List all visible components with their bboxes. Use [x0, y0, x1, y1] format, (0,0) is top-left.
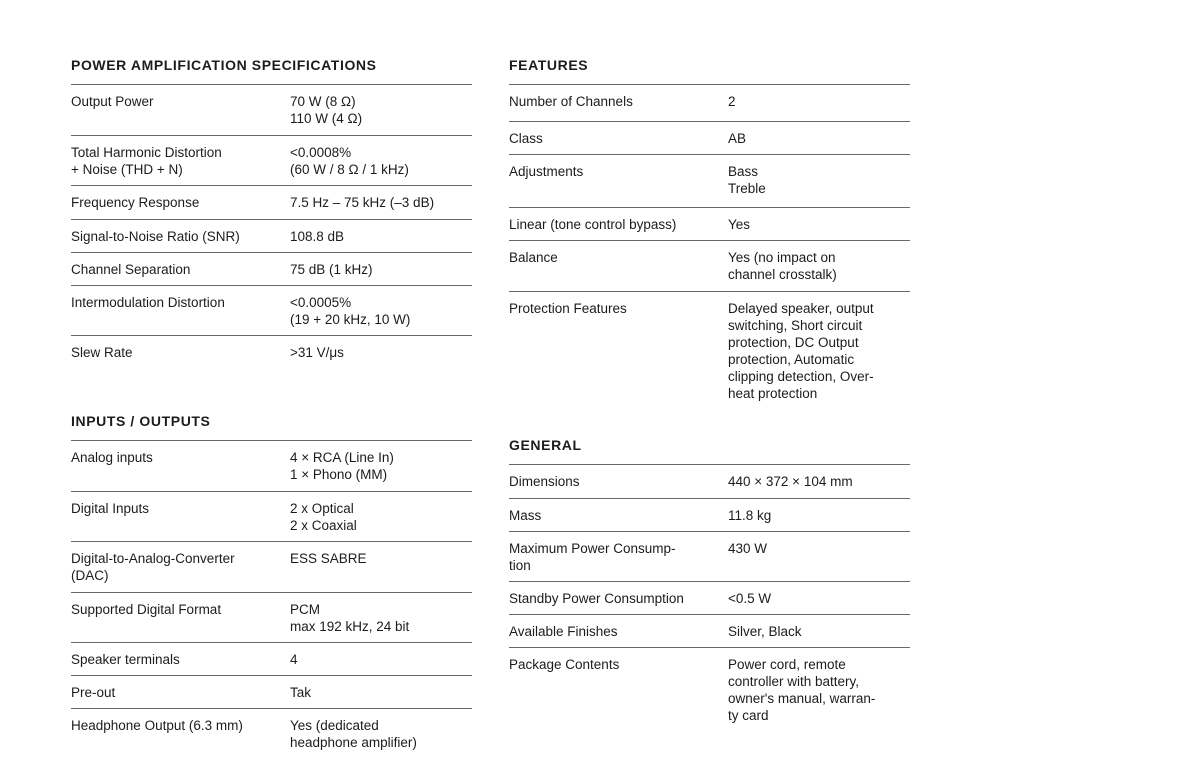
spec-label: [71, 651, 290, 675]
spec-label: [509, 473, 728, 498]
spec-value-line: ESS SABRE: [290, 551, 367, 566]
spec-value-line: <0.0008%: [290, 145, 352, 160]
spec-label: [509, 93, 728, 121]
spec-label-line: Analog inputs: [71, 450, 153, 465]
spec-value: [290, 500, 472, 541]
general-section-title: GENERAL: [509, 437, 582, 453]
spec-label: [71, 684, 290, 708]
spec-row: [71, 253, 472, 286]
spec-value: [728, 540, 910, 581]
spec-row: [509, 241, 910, 292]
spec-row: [509, 85, 910, 122]
spec-row: [71, 85, 472, 136]
spec-label: [71, 601, 290, 642]
spec-label: [71, 144, 290, 185]
spec-row: [71, 336, 472, 372]
spec-label-line: Supported Digital Format: [71, 602, 222, 617]
spec-value-line: Bass: [728, 164, 759, 179]
spec-value: [290, 228, 472, 252]
spec-row: [509, 615, 910, 648]
spec-value-line: heat protection: [728, 386, 818, 401]
spec-label-line: Digital-to-Analog-Converter: [71, 551, 235, 566]
spec-label: [509, 163, 728, 207]
spec-row: [71, 220, 472, 253]
spec-value-line: AB: [728, 131, 747, 146]
spec-value: [290, 144, 472, 185]
spec-value: [728, 249, 910, 291]
spec-label: [509, 656, 728, 738]
spec-value: [290, 601, 472, 642]
spec-label-line: Available Finishes: [509, 624, 618, 639]
spec-row: [71, 542, 472, 593]
spec-label-line: tion: [509, 558, 531, 573]
spec-value-line: 4: [290, 652, 298, 667]
spec-label-line: Headphone Output (6.3 mm): [71, 718, 243, 733]
spec-value-line: 75 dB (1 kHz): [290, 262, 373, 277]
spec-value-line: owner's manual, warran-: [728, 691, 876, 706]
spec-value: [728, 473, 910, 498]
spec-value-line: Yes: [728, 217, 751, 232]
spec-value-line: 110 W (4 Ω): [290, 111, 363, 126]
spec-label-line: Class: [509, 131, 543, 146]
spec-row: [71, 676, 472, 709]
spec-label: [509, 590, 728, 614]
spec-label: [71, 344, 290, 372]
spec-value-line: PCM: [290, 602, 320, 617]
spec-label-line: Speaker terminals: [71, 652, 180, 667]
spec-label-line: Linear (tone control bypass): [509, 217, 677, 232]
spec-row: [71, 441, 472, 492]
spec-label: [509, 130, 728, 154]
spec-value-line: 2: [728, 94, 736, 109]
spec-value-line: protection, DC Output: [728, 335, 859, 350]
spec-label-line: Number of Channels: [509, 94, 633, 109]
spec-label-line: Signal-to-Noise Ratio (SNR): [71, 229, 240, 244]
io-section-title: INPUTS / OUTPUTS: [71, 413, 211, 429]
spec-label-line: Package Contents: [509, 657, 620, 672]
spec-row: [509, 155, 910, 208]
spec-value: [728, 623, 910, 647]
spec-label-line: (DAC): [71, 568, 109, 583]
spec-value-line: switching, Short circuit: [728, 318, 863, 333]
spec-label-line: Intermodulation Distortion: [71, 295, 225, 310]
spec-value-line: ty card: [728, 708, 769, 723]
spec-row: [509, 499, 910, 532]
spec-label-line: Frequency Response: [71, 195, 200, 210]
spec-value-line: <0.0005%: [290, 295, 352, 310]
spec-label-line: Output Power: [71, 94, 154, 109]
spec-label-line: Total Harmonic Distortion: [71, 145, 222, 160]
spec-label-line: Slew Rate: [71, 345, 133, 360]
spec-value: [290, 717, 472, 759]
io-spec-table: [71, 440, 472, 759]
spec-label-line: Channel Separation: [71, 262, 191, 277]
spec-value: [290, 194, 472, 219]
spec-label-line: Maximum Power Consump-: [509, 541, 676, 556]
spec-value-line: 440 × 372 × 104 mm: [728, 474, 853, 489]
spec-value-line: channel crosstalk): [728, 267, 837, 282]
spec-value-line: Yes (no impact on: [728, 250, 836, 265]
features-section-title: FEATURES: [509, 57, 589, 73]
spec-label: [71, 294, 290, 335]
spec-value: [290, 550, 472, 592]
spec-label-line: Protection Features: [509, 301, 627, 316]
spec-row: [71, 643, 472, 676]
spec-label: [71, 550, 290, 592]
spec-value: [290, 93, 472, 135]
features-spec-table: [509, 84, 910, 412]
spec-value-line: protection, Automatic: [728, 352, 855, 367]
spec-value-line: Power cord, remote: [728, 657, 846, 672]
spec-value: [290, 344, 472, 372]
spec-label-line: Dimensions: [509, 474, 580, 489]
spec-label-line: Standby Power Consumption: [509, 591, 684, 606]
spec-label-line: Mass: [509, 508, 542, 523]
spec-value-line: Silver, Black: [728, 624, 802, 639]
spec-value-line: 2 x Coaxial: [290, 518, 357, 533]
spec-value-line: 11.8 kg: [728, 508, 772, 523]
spec-value-line: headphone amplifier): [290, 735, 417, 750]
spec-value: [728, 93, 910, 121]
spec-value-line: 70 W (8 Ω): [290, 94, 356, 109]
spec-label: [509, 623, 728, 647]
spec-row: [509, 208, 910, 241]
spec-value: [728, 590, 910, 614]
spec-row: [509, 582, 910, 615]
spec-value-line: 2 x Optical: [290, 501, 354, 516]
spec-label: [71, 194, 290, 219]
spec-label: [509, 249, 728, 291]
spec-value: [290, 449, 472, 491]
spec-value: [728, 163, 910, 207]
power-section-title: POWER AMPLIFICATION SPECIFICATIONS: [71, 57, 377, 73]
spec-value: [728, 300, 910, 412]
spec-label-line: Pre-out: [71, 685, 116, 700]
spec-value: [728, 656, 910, 738]
spec-row: [71, 709, 472, 759]
spec-label: [509, 216, 728, 240]
spec-label: [71, 261, 290, 285]
spec-row: [509, 292, 910, 412]
spec-row: [509, 532, 910, 582]
spec-label-line: Balance: [509, 250, 558, 265]
spec-value-line: (60 W / 8 Ω / 1 kHz): [290, 162, 409, 177]
spec-row: [509, 122, 910, 155]
spec-label-line: Adjustments: [509, 164, 584, 179]
spec-value-line: max 192 kHz, 24 bit: [290, 619, 410, 634]
spec-value: [290, 261, 472, 285]
spec-label: [509, 300, 728, 412]
spec-label-line: Digital Inputs: [71, 501, 150, 516]
spec-label: [71, 93, 290, 135]
spec-value-line: controller with battery,: [728, 674, 860, 689]
spec-value-line: 108.8 dB: [290, 229, 345, 244]
spec-label-line: + Noise (THD + N): [71, 162, 183, 177]
spec-value-line: Tak: [290, 685, 312, 700]
spec-row: [71, 492, 472, 542]
spec-value-line: (19 + 20 kHz, 10 W): [290, 312, 411, 327]
spec-value: [290, 294, 472, 335]
spec-row: [509, 465, 910, 499]
spec-value-line: 430 W: [728, 541, 768, 556]
spec-label: [71, 228, 290, 252]
spec-row: [509, 648, 910, 738]
spec-value-line: 7.5 Hz – 75 kHz (–3 dB): [290, 195, 435, 210]
power-spec-table: [71, 84, 472, 372]
spec-label: [71, 717, 290, 759]
spec-value: [728, 216, 910, 240]
spec-value-line: 4 × RCA (Line In): [290, 450, 394, 465]
spec-value-line: clipping detection, Over-: [728, 369, 874, 384]
spec-value-line: Yes (dedicated: [290, 718, 379, 733]
spec-row: [71, 186, 472, 220]
spec-label: [509, 540, 728, 581]
spec-label: [509, 507, 728, 531]
spec-value: [290, 651, 472, 675]
spec-value-line: Delayed speaker, output: [728, 301, 874, 316]
spec-row: [71, 136, 472, 186]
spec-value: [290, 684, 472, 708]
spec-value: [728, 507, 910, 531]
spec-value-line: Treble: [728, 181, 766, 196]
spec-value: [728, 130, 910, 154]
general-spec-table: [509, 464, 910, 738]
spec-label: [71, 500, 290, 541]
spec-value-line: <0.5 W: [728, 591, 772, 606]
spec-row: [71, 286, 472, 336]
spec-value-line: 1 × Phono (MM): [290, 467, 388, 482]
spec-label: [71, 449, 290, 491]
spec-value-line: >31 V/μs: [290, 345, 344, 360]
spec-row: [71, 593, 472, 643]
